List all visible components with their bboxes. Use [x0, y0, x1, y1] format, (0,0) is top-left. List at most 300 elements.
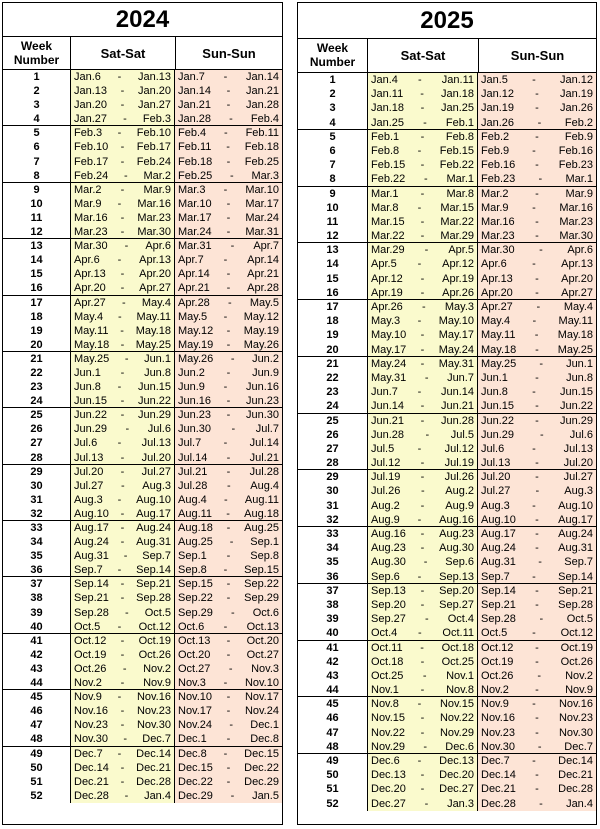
- sun-start-date: Oct.12: [481, 641, 514, 654]
- sun-end-date: Mar.10: [245, 183, 279, 196]
- range-dash: -: [420, 584, 425, 597]
- sat-end-date: Oct.4: [447, 613, 474, 626]
- range-dash: -: [124, 240, 129, 253]
- sun-range: [478, 711, 596, 725]
- range-dash: -: [117, 691, 122, 704]
- range-dash: -: [424, 797, 429, 810]
- sun-range: [478, 726, 596, 740]
- table-row: [3, 732, 282, 746]
- sun-range: [478, 768, 596, 782]
- sun-start-date: Apr.27: [481, 301, 513, 313]
- range-dash: -: [226, 705, 231, 718]
- sat-start-date: Dec.27: [371, 797, 406, 810]
- range-dash: -: [417, 258, 422, 271]
- sat-range: [368, 257, 478, 271]
- sat-end-date: Dec.6: [445, 740, 474, 753]
- range-dash: -: [535, 598, 539, 611]
- sat-start-date: Sep.6: [371, 570, 400, 583]
- sun-range: [175, 140, 282, 154]
- sun-start-date: Oct.27: [178, 662, 211, 675]
- sun-end-date: Mar.30: [559, 230, 593, 243]
- range-dash: -: [123, 550, 128, 563]
- sun-range: [478, 144, 596, 158]
- sun-end-date: Dec.8: [250, 733, 279, 746]
- week-number: 23: [298, 385, 368, 399]
- sat-start-date: Jul.27: [74, 479, 104, 492]
- sat-range: [368, 513, 478, 526]
- sat-start-date: Aug.3: [74, 493, 103, 506]
- range-dash: -: [120, 634, 125, 647]
- sat-end-date: Jan.25: [440, 102, 474, 115]
- sun-range: [175, 535, 282, 549]
- sat-end-date: Mar.23: [137, 211, 171, 224]
- range-dash: -: [226, 338, 231, 351]
- sun-end-date: Aug.18: [244, 507, 279, 520]
- table-row: [298, 626, 596, 640]
- range-dash: -: [420, 684, 425, 697]
- sun-start-date: May.11: [481, 329, 516, 342]
- table-row: [3, 211, 282, 225]
- sat-end-date: May.11: [136, 310, 171, 323]
- range-dash: -: [226, 268, 231, 281]
- sat-end-date: May.3: [444, 301, 474, 313]
- week-number: 35: [3, 549, 71, 563]
- sat-range: [71, 310, 175, 324]
- range-dash: -: [226, 211, 231, 224]
- table-row: [3, 606, 282, 620]
- sat-start-date: Sep.28: [74, 606, 109, 619]
- sun-end-date: Feb.18: [244, 141, 279, 154]
- sat-start-date: Sep.20: [371, 598, 406, 611]
- sun-start-date: Dec.8: [178, 747, 207, 760]
- table-row: [298, 428, 596, 442]
- sun-end-date: Mar.3: [251, 169, 279, 182]
- sat-start-date: Mar.29: [371, 244, 405, 257]
- sun-range: [175, 775, 282, 789]
- sat-end-date: Jun.8: [144, 366, 171, 379]
- sat-start-date: Apr.5: [371, 258, 397, 271]
- range-dash: -: [120, 479, 125, 492]
- range-dash: -: [226, 592, 231, 605]
- week-number: 47: [298, 726, 368, 740]
- table-row: [298, 286, 596, 300]
- range-dash: -: [535, 471, 539, 484]
- sun-range: [478, 428, 596, 442]
- sun-start-date: Mar.2: [481, 187, 509, 200]
- week-number: 31: [3, 493, 71, 507]
- sat-range: [71, 296, 175, 310]
- sun-range: [175, 577, 282, 591]
- range-dash: -: [117, 620, 122, 633]
- sun-start-date: Jan.26: [481, 116, 515, 129]
- table-row: [298, 484, 596, 498]
- range-dash: -: [120, 465, 125, 478]
- sun-start-date: Jul.20: [481, 471, 511, 484]
- sat-range: [71, 112, 175, 125]
- sun-range: [175, 197, 282, 211]
- sat-range: [368, 499, 478, 513]
- sun-start-date: Aug.3: [481, 499, 510, 512]
- range-dash: -: [226, 409, 231, 422]
- sun-start-date: Jun.1: [481, 371, 508, 384]
- sat-start-date: Mar.23: [74, 226, 108, 239]
- sun-range: [175, 479, 282, 493]
- week-number: 51: [298, 782, 368, 796]
- sat-range: [368, 201, 478, 215]
- sat-start-date: Nov.23: [74, 719, 109, 732]
- table-row: [298, 726, 596, 740]
- sat-end-date: Jul.12: [444, 442, 474, 455]
- week-number: 8: [3, 169, 71, 182]
- sun-range: [478, 797, 596, 811]
- range-dash: -: [226, 634, 231, 647]
- sat-start-date: May.24: [371, 357, 407, 370]
- sun-end-date: Jan.26: [559, 102, 593, 115]
- sat-range: [71, 775, 175, 789]
- week-number: 5: [298, 130, 368, 144]
- sat-end-date: Dec.28: [136, 775, 171, 788]
- table-row: [3, 648, 282, 662]
- range-dash: -: [226, 451, 231, 464]
- sun-range: [175, 606, 282, 620]
- range-dash: -: [120, 324, 124, 337]
- sun-range: [175, 662, 282, 676]
- sat-range: [71, 267, 175, 281]
- table-row: [298, 541, 596, 555]
- range-dash: -: [425, 428, 430, 441]
- sat-end-date: May.18: [135, 324, 171, 337]
- sun-start-date: Mar.31: [178, 240, 212, 253]
- sat-range: [71, 535, 175, 549]
- week-number: 17: [3, 296, 71, 310]
- sat-range: [71, 718, 175, 732]
- sun-range: [478, 187, 596, 201]
- range-dash: -: [223, 381, 228, 394]
- range-dash: -: [532, 570, 536, 583]
- sat-range: [71, 422, 175, 436]
- range-dash: -: [230, 240, 235, 253]
- sat-start-date: Sep.14: [74, 578, 109, 591]
- week-number: 18: [3, 310, 71, 324]
- range-dash: -: [120, 85, 125, 98]
- sat-range: [368, 442, 478, 456]
- range-dash: -: [535, 88, 539, 101]
- sun-start-date: May.4: [481, 315, 511, 328]
- sat-end-date: Jun.21: [440, 400, 474, 413]
- range-dash: -: [120, 775, 125, 788]
- range-dash: -: [120, 451, 125, 464]
- table-row: [3, 662, 282, 676]
- sat-start-date: May.25: [74, 352, 110, 365]
- week-number: 2: [298, 87, 368, 101]
- range-dash: -: [535, 769, 539, 782]
- sat-start-date: Nov.30: [74, 733, 109, 746]
- week-number: 27: [3, 436, 71, 450]
- sat-range: [368, 697, 478, 711]
- range-dash: -: [420, 159, 425, 172]
- sat-start-date: Jan.20: [74, 99, 108, 112]
- sun-start-date: Jul.27: [481, 485, 511, 498]
- sun-range: [175, 591, 282, 605]
- range-dash: -: [423, 116, 427, 129]
- sun-end-date: Dec.14: [558, 755, 593, 767]
- sun-start-date: Sep.14: [481, 584, 516, 597]
- sat-range: [368, 641, 478, 655]
- sun-end-date: Nov.23: [558, 712, 593, 725]
- table-row: [298, 513, 596, 527]
- range-dash: -: [535, 457, 539, 470]
- sat-start-date: Jun.28: [371, 428, 405, 441]
- range-dash: -: [535, 187, 539, 200]
- range-dash: -: [534, 329, 539, 342]
- sat-range: [71, 493, 175, 507]
- sun-end-date: Oct.27: [246, 648, 279, 661]
- sat-range: [368, 726, 478, 740]
- sat-end-date: Mar.29: [440, 230, 474, 243]
- sun-start-date: Sep.22: [178, 592, 213, 605]
- range-dash: -: [535, 286, 539, 299]
- sat-end-date: Nov.1: [446, 669, 474, 682]
- range-dash: -: [226, 733, 231, 746]
- table-row: [298, 144, 596, 158]
- table-row: [298, 371, 596, 385]
- range-dash: -: [117, 71, 122, 83]
- week-number: 10: [3, 197, 71, 211]
- range-dash: -: [420, 641, 424, 654]
- sun-range: [478, 782, 596, 796]
- range-dash: -: [120, 99, 125, 112]
- sun-start-date: Apr.28: [178, 296, 210, 309]
- week-number: 42: [298, 655, 368, 669]
- sun-start-date: Aug.11: [178, 507, 213, 520]
- sat-start-date: Apr.19: [371, 286, 403, 299]
- sat-range: [368, 754, 478, 768]
- calendar-2025: [297, 2, 597, 825]
- range-dash: -: [417, 570, 422, 583]
- range-dash: -: [420, 499, 425, 512]
- range-dash: -: [535, 343, 539, 356]
- sat-range: [368, 527, 478, 541]
- sun-range: [478, 740, 596, 753]
- week-number: 49: [298, 754, 368, 768]
- sun-end-date: May.12: [243, 310, 279, 323]
- range-dash: -: [117, 493, 122, 506]
- sun-range: [175, 394, 282, 407]
- sun-range: [478, 541, 596, 555]
- range-dash: -: [539, 613, 544, 626]
- sat-start-date: May.17: [371, 343, 407, 356]
- sun-start-date: Aug.31: [481, 556, 516, 569]
- week-number: 46: [3, 704, 71, 718]
- range-dash: -: [536, 301, 541, 313]
- table-row: [3, 366, 282, 380]
- range-dash: -: [535, 400, 539, 413]
- range-dash: -: [122, 296, 126, 309]
- sun-end-date: Jun.15: [559, 386, 593, 399]
- sat-end-date: Oct.18: [441, 641, 474, 654]
- sun-range: [478, 470, 596, 484]
- table-row: [3, 225, 282, 239]
- range-dash: -: [117, 747, 122, 760]
- range-dash: -: [229, 719, 233, 732]
- sun-start-date: Mar.16: [481, 215, 515, 228]
- sun-end-date: Jun.8: [566, 371, 593, 384]
- year-title: 2025: [298, 3, 596, 39]
- range-dash: -: [532, 627, 536, 640]
- sat-end-date: Jun.1: [144, 352, 171, 365]
- range-dash: -: [120, 211, 125, 224]
- week-number: 39: [3, 606, 71, 620]
- sun-end-date: Feb.16: [558, 144, 593, 157]
- sat-start-date: Jul.12: [371, 457, 401, 470]
- table-row: [298, 328, 596, 342]
- range-dash: -: [417, 201, 422, 214]
- sat-start-date: Mar.30: [74, 240, 108, 253]
- sun-end-date: Jan.5: [252, 789, 279, 802]
- range-dash: -: [532, 442, 536, 455]
- week-number: 21: [3, 352, 71, 366]
- range-dash: -: [223, 183, 228, 196]
- sun-end-date: Jun.30: [245, 409, 279, 422]
- sat-end-date: Sep.20: [439, 584, 474, 597]
- sun-range: [478, 669, 596, 683]
- table-row: [3, 126, 282, 140]
- sun-end-date: Dec.22: [244, 761, 279, 774]
- sat-range: [368, 399, 478, 412]
- sat-end-date: Aug.31: [136, 536, 171, 549]
- sat-range: [71, 591, 175, 605]
- sat-end-date: Jan.13: [137, 71, 171, 83]
- sat-start-date: Oct.19: [74, 648, 107, 661]
- sat-end-date: Mar.9: [143, 183, 171, 196]
- sun-start-date: Mar.24: [178, 226, 212, 239]
- sun-start-date: Oct.20: [178, 648, 211, 661]
- week-number: 24: [298, 399, 368, 412]
- sun-end-date: Oct.20: [246, 634, 279, 647]
- sat-end-date: Sep.6: [445, 556, 474, 569]
- sun-end-date: Aug.3: [564, 485, 593, 498]
- sun-start-date: Jun.22: [481, 414, 515, 427]
- range-dash: -: [120, 183, 125, 196]
- table-row: [3, 422, 282, 436]
- sun-range: [175, 366, 282, 380]
- sat-start-date: Mar.22: [371, 230, 405, 243]
- sun-start-date: Dec.22: [178, 775, 213, 788]
- sun-range: [175, 296, 282, 310]
- sat-end-date: Nov.30: [136, 719, 171, 732]
- sun-start-date: Nov.3: [178, 677, 206, 690]
- range-dash: -: [226, 155, 231, 168]
- range-dash: -: [423, 740, 427, 753]
- week-number: 2: [3, 84, 71, 98]
- week-number: 16: [298, 286, 368, 299]
- table-row: [298, 470, 596, 484]
- range-dash: -: [120, 155, 125, 168]
- sat-range: [368, 243, 478, 257]
- table-row: [298, 229, 596, 243]
- sun-start-date: May.26: [178, 352, 214, 365]
- sat-range: [71, 690, 175, 704]
- sun-start-date: Apr.6: [481, 258, 507, 271]
- sat-end-date: Nov.2: [143, 662, 171, 675]
- range-dash: -: [535, 485, 540, 498]
- range-dash: -: [226, 324, 231, 337]
- sat-end-date: Dec.14: [136, 747, 171, 760]
- sat-start-date: Oct.5: [74, 620, 101, 633]
- sat-start-date: Jun.1: [74, 366, 101, 379]
- sun-start-date: May.25: [481, 357, 517, 370]
- sun-range: [175, 225, 282, 238]
- range-dash: -: [123, 733, 127, 746]
- range-dash: -: [223, 747, 228, 760]
- range-dash: -: [226, 522, 231, 534]
- sat-start-date: Aug.31: [74, 550, 109, 563]
- sun-end-date: Apr.13: [561, 258, 593, 271]
- sat-range: [368, 555, 478, 569]
- range-dash: -: [420, 726, 425, 739]
- sun-end-date: Mar.16: [559, 201, 593, 214]
- sat-range: [368, 768, 478, 782]
- sat-range: [71, 366, 175, 380]
- sat-range: [71, 704, 175, 718]
- table-row: [298, 357, 596, 371]
- week-number: 29: [298, 470, 368, 484]
- table-row: [298, 243, 596, 257]
- sat-range: [368, 655, 478, 669]
- sat-start-date: Jun.21: [371, 414, 405, 427]
- table-header: [298, 39, 596, 73]
- range-dash: -: [226, 141, 230, 154]
- sun-end-date: Jul.13: [563, 442, 593, 455]
- week-number: 14: [298, 257, 368, 271]
- sat-range: [368, 470, 478, 484]
- sun-start-date: Jan.5: [481, 74, 508, 86]
- sat-end-date: Mar.2: [143, 169, 171, 182]
- week-number: 45: [3, 690, 71, 704]
- range-dash: -: [120, 268, 125, 281]
- table-row: [3, 535, 282, 549]
- range-dash: -: [532, 74, 536, 86]
- week-number: 11: [298, 215, 368, 229]
- range-dash: -: [417, 755, 422, 767]
- sat-end-date: Aug.10: [136, 493, 171, 506]
- range-dash: -: [231, 423, 236, 436]
- range-dash: -: [223, 437, 228, 450]
- range-dash: -: [228, 662, 233, 675]
- week-number: 4: [3, 112, 71, 125]
- sun-range: [175, 648, 282, 662]
- range-dash: -: [420, 655, 425, 668]
- table-row: [3, 352, 282, 366]
- week-number: 9: [298, 187, 368, 201]
- sun-end-date: Feb.9: [564, 130, 593, 143]
- week-number: 30: [298, 484, 368, 498]
- sat-end-date: Jun.28: [440, 414, 474, 427]
- table-row: [298, 343, 596, 357]
- sun-end-date: Jan.19: [559, 88, 593, 101]
- range-dash: -: [120, 507, 125, 520]
- sat-start-date: Feb.1: [371, 130, 400, 143]
- range-dash: -: [223, 564, 228, 577]
- sat-range: [71, 465, 175, 479]
- sun-range: [478, 399, 596, 412]
- sat-range: [71, 408, 175, 422]
- sun-range: [478, 243, 596, 257]
- table-row: [3, 451, 282, 465]
- sun-range: [175, 310, 282, 324]
- table-row: [298, 584, 596, 598]
- sun-start-date: Jun.23: [178, 409, 212, 422]
